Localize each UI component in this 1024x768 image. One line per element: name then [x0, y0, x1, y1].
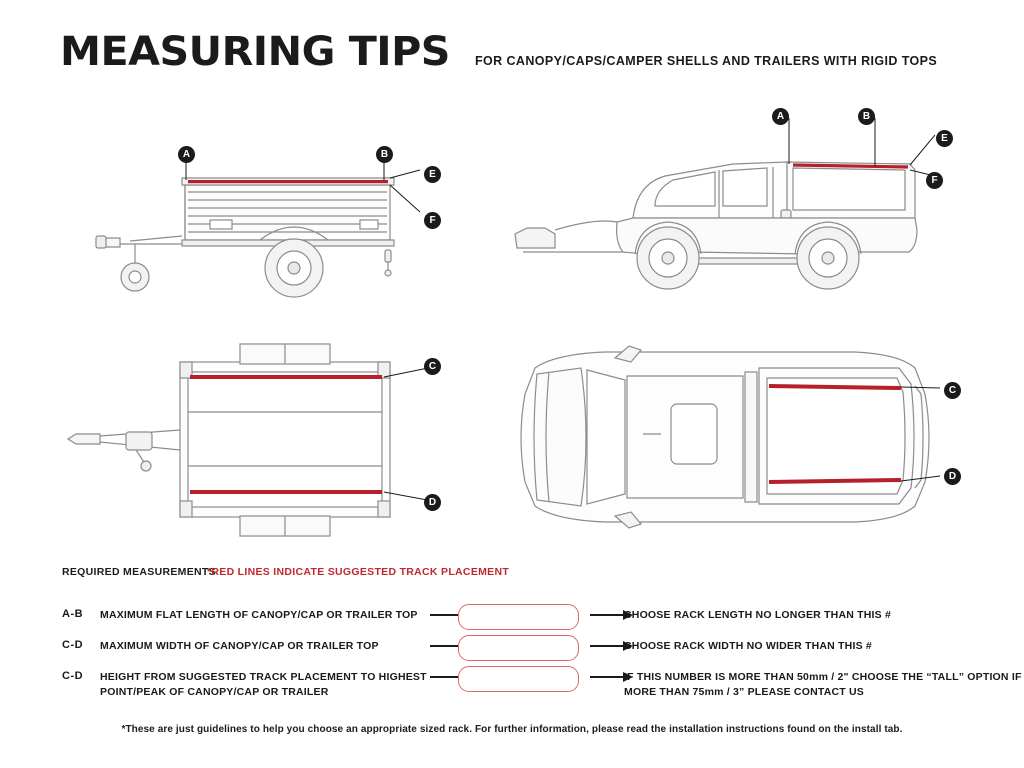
truck-top-view-illustration	[495, 330, 945, 545]
footnote: *These are just guidelines to help you choose an appropriate sized rack. For further information, please read the installation instructions found on the install tab.	[121, 724, 903, 735]
callout-truck-top-c: C	[944, 382, 961, 399]
callout-truck-side-f: F	[926, 172, 943, 189]
measurement-row	[62, 670, 1022, 714]
measurement-result: IF THIS NUMBER IS MORE THAN 50mm / 2" CHOOSE THE “TALL” OPTION IF MORE THAN 75mm / 3” PLEASE CONTACT US	[624, 671, 1022, 698]
trailer-side-view-illustration	[60, 140, 460, 320]
measurement-row	[62, 639, 982, 667]
callout-trailer-side-f: F	[424, 212, 441, 229]
callout-trailer-top-c: C	[424, 358, 441, 375]
measurement-description: MAXIMUM FLAT LENGTH OF CANOPY/CAP OR TRAILER TOP	[100, 609, 418, 621]
measurement-input[interactable]	[458, 635, 579, 661]
truck-side-view-illustration	[505, 118, 935, 308]
page-subtitle: FOR CANOPY/CAPS/CAMPER SHELLS AND TRAILERS WITH RIGID TOPS	[475, 54, 938, 68]
callout-trailer-side-e: E	[424, 166, 441, 183]
callout-trailer-top-d: D	[424, 494, 441, 511]
callout-truck-side-b: B	[858, 108, 875, 125]
measurement-code: C-D	[62, 639, 84, 651]
callout-truck-side-a: A	[772, 108, 789, 125]
trailer-top-view-illustration	[40, 330, 460, 540]
callout-truck-side-e: E	[936, 130, 953, 147]
measurement-code: A-B	[62, 608, 84, 620]
callout-trailer-side-b: B	[376, 146, 393, 163]
callout-truck-top-d: D	[944, 468, 961, 485]
measurement-input[interactable]	[458, 666, 579, 692]
measurement-description: MAXIMUM WIDTH OF CANOPY/CAP OR TRAILER TOP	[100, 640, 379, 652]
measurement-description: HEIGHT FROM SUGGESTED TRACK PLACEMENT TO HIGHEST POINT/PEAK OF CANOPY/CAP OR TRAILER	[100, 671, 427, 698]
page-title: MEASURING TIPS	[60, 29, 450, 75]
red-line-note: *RED LINES INDICATE SUGGESTED TRACK PLACEMENT	[207, 566, 510, 578]
measurement-result: CHOOSE RACK WIDTH NO WIDER THAN THIS #	[624, 640, 872, 652]
measurement-row	[62, 608, 982, 636]
measurement-result: CHOOSE RACK LENGTH NO LONGER THAN THIS #	[624, 609, 892, 621]
callout-trailer-side-a: A	[178, 146, 195, 163]
required-measurements-heading: REQUIRED MEASUREMENTS	[62, 566, 216, 578]
measurement-code: C-D	[62, 670, 84, 682]
page-header	[60, 29, 974, 92]
measurement-input[interactable]	[458, 604, 579, 630]
